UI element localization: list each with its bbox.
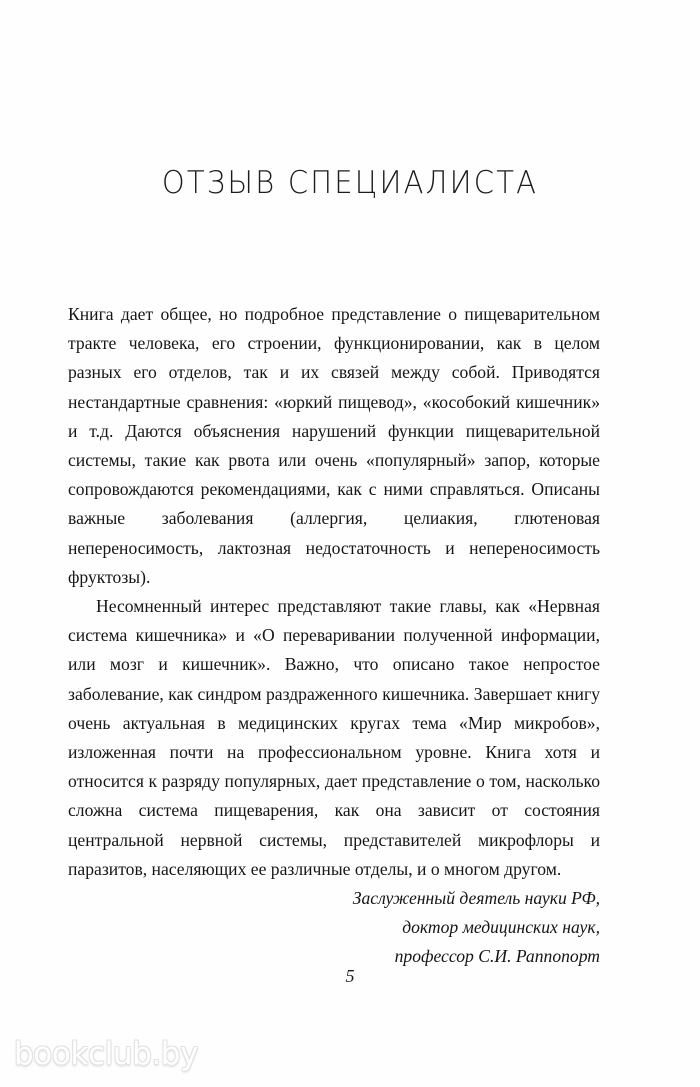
signature-line-degree: доктор медицинских наук, bbox=[402, 917, 600, 938]
signature-block bbox=[68, 884, 600, 972]
page-title: ОТЗЫВ СПЕЦИАЛИСТА bbox=[161, 164, 539, 201]
signature-line-name: профессор С.И. Раппопорт bbox=[394, 946, 600, 967]
watermark: bookclub.by bbox=[14, 1036, 199, 1072]
body-paragraph: Несомненный интерес представляют такие главы, как «Нервная система кишечника» и «О переваривании полученной информации, или мозг и кишечник». Важно, что описано такое непростое заболевание, как синдром раздраженного кишечника. Завершает книгу очень актуальная в медицинских кругах тема «Мир микробов», изложенная почти на профессиональном уровне. Книга хотя и относится к разряду популярных, дает представление о том, насколько сложна система пищеварения, как она зависит от состояния центральной нервной системы, представителей микрофлоры и паразитов, населяющих ее различные отделы, и о многом другом. bbox=[68, 596, 600, 879]
page-number: 5 bbox=[345, 966, 355, 986]
signature-line-title: Заслуженный деятель науки РФ, bbox=[352, 888, 600, 908]
body-paragraph: Книга дает общее, но подробное представление о пищеварительном тракте человека, его строении, функционировании, как в целом разных его отделов, так и их связей между собой. Приводятся нестандартные сравнения: «юркий пищевод», «кособокий кишечник» и т.д. Даются объяснения нарушений функции пищеварительной системы, такие как рвота или очень «популярный» запор, которые сопровождаются рекомендациями, как с ними справляться. Описаны важные заболевания (аллергия, целиакия, глютеновая непереносимость, лактозная недостаточность и непереносимость фруктозы). bbox=[68, 304, 600, 587]
body-text-column bbox=[68, 300, 600, 884]
